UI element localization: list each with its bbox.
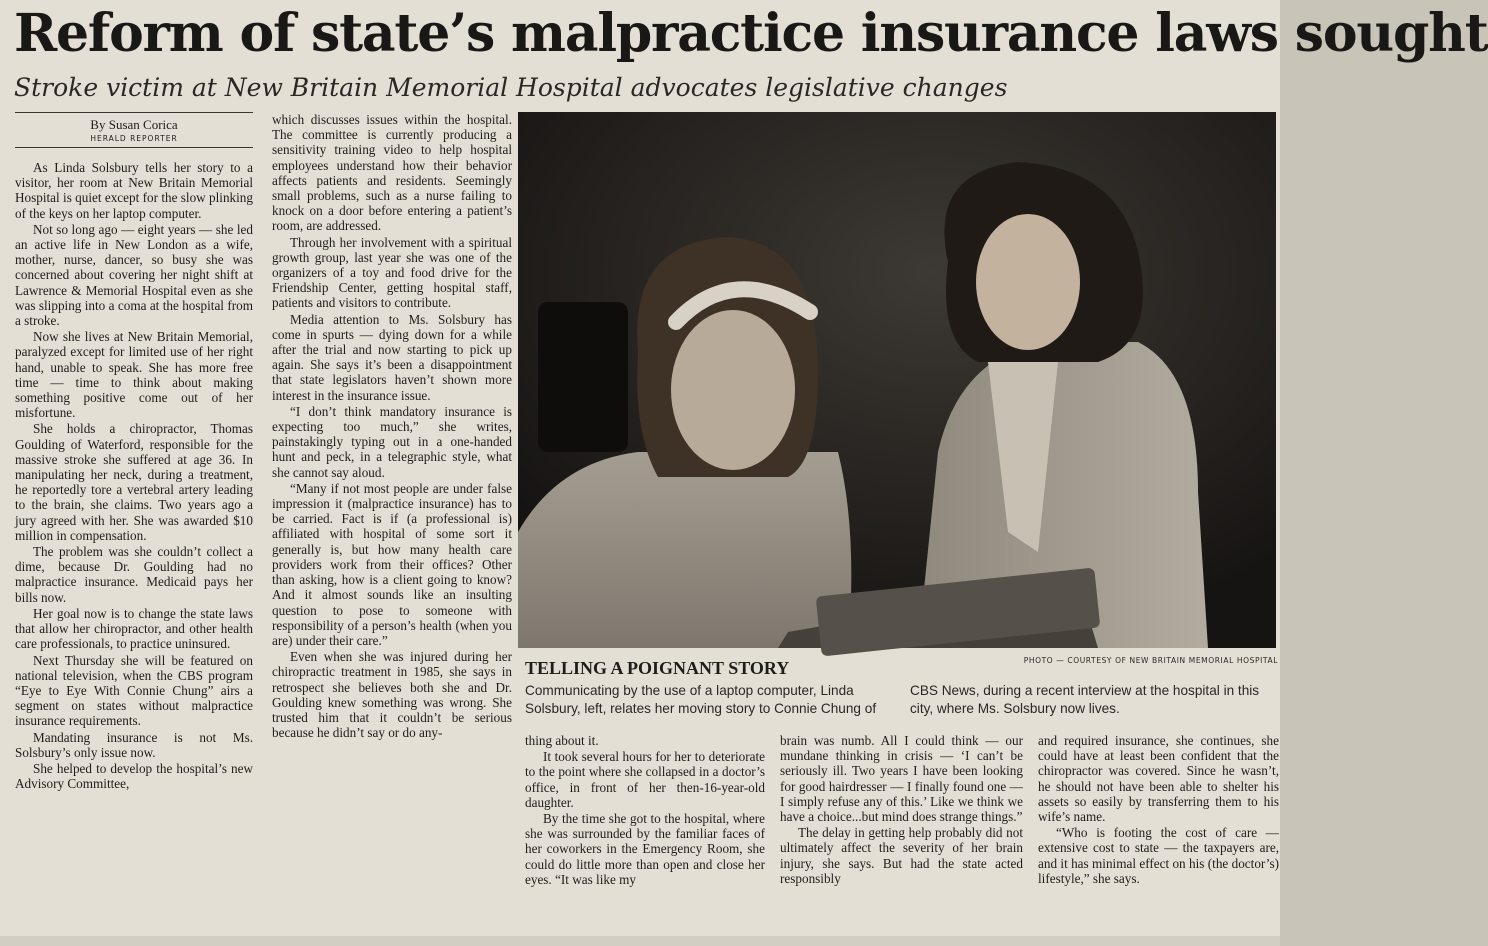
article-column-4 bbox=[780, 733, 1023, 887]
paragraph: She holds a chiropractor, Thomas Goulding of Waterford, responsible for the massive stroke she suffered at age 36. In manipulating her neck, during a treatment, he reportedly tore a vertebral artery leading to the brain, she claims. Two years ago a jury agreed with her. She was awarded $10 million in compensation. bbox=[15, 421, 253, 543]
paragraph: “Many if not most people are under false impression it (malpractice insurance) has to be carried. Fact is if (a professional is) affiliated with hospital of some sort it generally is, but how many health care providers work from their offices? Other than asking, how is a client going to know? And it almost sounds like an insulting question to pose to someone with responsibility of a person’s health (when you are) under their care.” bbox=[272, 480, 512, 648]
subheadline: Stroke victim at New Britain Memorial Hospital advocates legislative changes bbox=[14, 73, 1008, 102]
photo-credit: PHOTO — COURTESY OF NEW BRITAIN MEMORIAL HOSPITAL bbox=[1023, 656, 1278, 665]
paragraph: Now she lives at New Britain Memorial, paralyzed except for limited use of her right hand, unable to speak. She has more free time — time to think about making something positive come out of her misfortune. bbox=[15, 329, 253, 421]
paragraph: The problem was she couldn’t collect a dime, because Dr. Goulding had no malpractice insurance. Medicaid pays her bills now. bbox=[15, 544, 253, 605]
paragraph: brain was numb. All I could think — our mundane thinking in crisis — ‘I can’t be seriously ill. Two years I have been looking for good hairdresser — I finally found one — I simply refuse any of this.’ Like we think we have a choice...but mind does strange things.” bbox=[780, 733, 1023, 825]
byline-top-rule bbox=[15, 112, 253, 113]
byline-bottom-rule bbox=[15, 147, 253, 148]
paragraph: Mandating insurance is not Ms. Solsbury’s only issue now. bbox=[15, 729, 253, 760]
paragraph: which discusses issues within the hospital. The committee is currently producing a sensitivity training video to help hospital employees understand how their behavior affects patients and residents. Seemingly small problems, such as a nurse failing to knock on a door before entering a patient’s room, are addressed. bbox=[272, 112, 512, 234]
paragraph: and required insurance, she continues, she could have at least been confident that the chiropractor was covered. Since he wasn’t, he should not have been able to shelter his assets so easily by transferring them to his wife’s name. bbox=[1038, 733, 1279, 825]
photo bbox=[518, 112, 1276, 648]
paragraph: Through her involvement with a spiritual growth group, last year she was one of the organizers of a toy and food drive for the Friendship Center, getting hospital staff, patients and visitors to contribute. bbox=[272, 234, 512, 311]
headline: Reform of state’s malpractice insurance laws sought bbox=[14, 3, 1488, 64]
article-column-2 bbox=[272, 112, 512, 741]
article-column-3 bbox=[525, 733, 765, 888]
paragraph: Media attention to Ms. Solsbury has come in spurts — dying down for a while after the trial and now starting to pick up again. She says it’s been a disappointment that state legislators haven’t shown more interest in the insurance issue. bbox=[272, 311, 512, 403]
paragraph: By the time she got to the hospital, where she was surrounded by the familiar faces of her coworkers in the Emergency Room, she could do little more than open and close her eyes. “It was like my bbox=[525, 811, 765, 887]
caption-headline: TELLING A POIGNANT STORY bbox=[525, 658, 790, 678]
byline-role: HERALD REPORTER bbox=[90, 134, 178, 143]
paragraph: Her goal now is to change the state laws that allow her chiropractor, and other health care professionals, to practice uninsured. bbox=[15, 605, 253, 652]
paragraph: Next Thursday she will be featured on national television, when the CBS program “Eye to Eye With Connie Chung” airs a segment on states without malpractice insurance requirements. bbox=[15, 652, 253, 729]
paragraph: She helped to develop the hospital’s new Advisory Committee, bbox=[15, 760, 253, 792]
paragraph: Even when she was injured during her chiropractic treatment in 1985, she says in retrospect she believes both she and Dr. Goulding knew something was wrong. She trusted him that it couldn’t be serious because he didn’t say or do any- bbox=[272, 649, 512, 741]
caption-text: Communicating by the use of a laptop computer, Linda Solsbury, left, relates her moving story to Connie Chung of CBS News, during a recent interview at the hospital in this city, where Ms. Solsbury now lives. bbox=[525, 683, 1260, 716]
paragraph: It took several hours for her to deteriorate to the point where she collapsed in a doctor’s office, in front of her then-16-year-old daughter. bbox=[525, 749, 765, 810]
paragraph: “I don’t think mandatory insurance is expecting too much,” she writes, painstakingly typing out in a one-handed hunt and peck, in a telegraphic style, what she cannot say aloud. bbox=[272, 403, 512, 480]
article-column-5 bbox=[1038, 733, 1279, 887]
paper-edge bbox=[0, 936, 1280, 946]
paragraph: Not so long ago — eight years — she led an active life in New London as a wife, mother, nurse, dancer, so busy she was concerned about covering her night shift at Lawrence & Memorial Hospital even as she was slipping into a coma at the hospital from a stroke. bbox=[15, 221, 253, 329]
photo-illustration bbox=[518, 112, 1276, 648]
paragraph: As Linda Solsbury tells her story to a visitor, her room at New Britain Memorial Hospital is quiet except for the slow plinking of the keys on her laptop computer. bbox=[15, 160, 253, 221]
paragraph: “Who is footing the cost of care — extensive cost to state — the taxpayers are, and it has minimal effect on his (the doctor’s) lifestyle,” she says. bbox=[1038, 825, 1279, 886]
paragraph: The delay in getting help probably did not ultimately affect the severity of her brain injury, she says. But had the state acted responsibly bbox=[780, 825, 1023, 886]
article-column-1 bbox=[15, 112, 253, 792]
paragraph: thing about it. bbox=[525, 733, 599, 748]
byline: By Susan Corica bbox=[90, 117, 178, 132]
